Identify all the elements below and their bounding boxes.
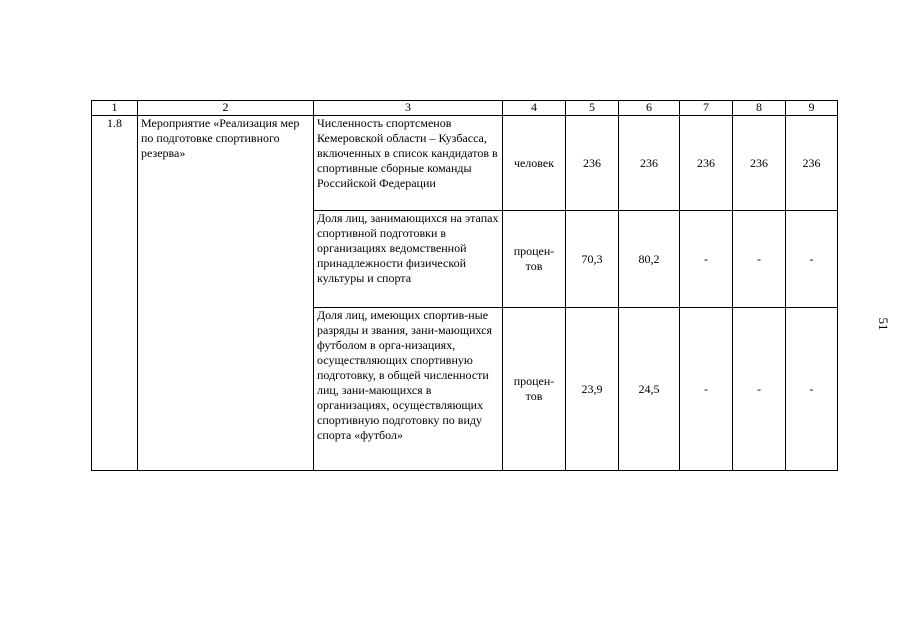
value-cell: - bbox=[733, 211, 786, 308]
value-cell: - bbox=[733, 308, 786, 471]
value-cell: 24,5 bbox=[619, 308, 680, 471]
unit-cell: человек bbox=[503, 116, 566, 211]
table-row bbox=[92, 116, 838, 211]
header-row bbox=[92, 101, 838, 116]
indicators-table bbox=[91, 100, 838, 471]
header-cell: 7 bbox=[680, 101, 733, 116]
value-cell: 236 bbox=[786, 116, 838, 211]
header-cell: 1 bbox=[92, 101, 138, 116]
indicator-text: Численность спортсменов Кемеровской области – Кузбасса, включенных в список кандидатов в спортивные сборные команды Российской Федерации bbox=[314, 116, 503, 211]
header-cell: 5 bbox=[566, 101, 619, 116]
header-cell: 3 bbox=[314, 101, 503, 116]
row-number: 1.8 bbox=[92, 116, 138, 471]
value-cell: - bbox=[680, 308, 733, 471]
value-cell: 236 bbox=[680, 116, 733, 211]
header-cell: 9 bbox=[786, 101, 838, 116]
value-cell: 70,3 bbox=[566, 211, 619, 308]
event-name: Мероприятие «Реализация мер по подготовке спортивного резерва» bbox=[138, 116, 314, 471]
header-cell: 4 bbox=[503, 101, 566, 116]
header-cell: 2 bbox=[138, 101, 314, 116]
indicator-text: Доля лиц, имеющих спортив-ные разряды и звания, зани-мающихся футболом в орга-низациях, осуществляющих спортивную подготовку, в общей численности лиц, зани-мающихся в организациях, осуществляющих спортивную подготовку по виду спорта «футбол» bbox=[314, 308, 503, 471]
unit-cell: процен-тов bbox=[503, 308, 566, 471]
value-cell: - bbox=[680, 211, 733, 308]
page-number: 51 bbox=[876, 317, 891, 331]
value-cell: 236 bbox=[619, 116, 680, 211]
value-cell: - bbox=[786, 211, 838, 308]
header-cell: 6 bbox=[619, 101, 680, 116]
value-cell: - bbox=[786, 308, 838, 471]
value-cell: 23,9 bbox=[566, 308, 619, 471]
indicator-text: Доля лиц, занимающихся на этапах спортивной подготовки в организациях ведомственной принадлежности физической культуры и спорта bbox=[314, 211, 503, 308]
value-cell: 236 bbox=[733, 116, 786, 211]
value-cell: 80,2 bbox=[619, 211, 680, 308]
value-cell: 236 bbox=[566, 116, 619, 211]
unit-cell: процен-тов bbox=[503, 211, 566, 308]
header-cell: 8 bbox=[733, 101, 786, 116]
